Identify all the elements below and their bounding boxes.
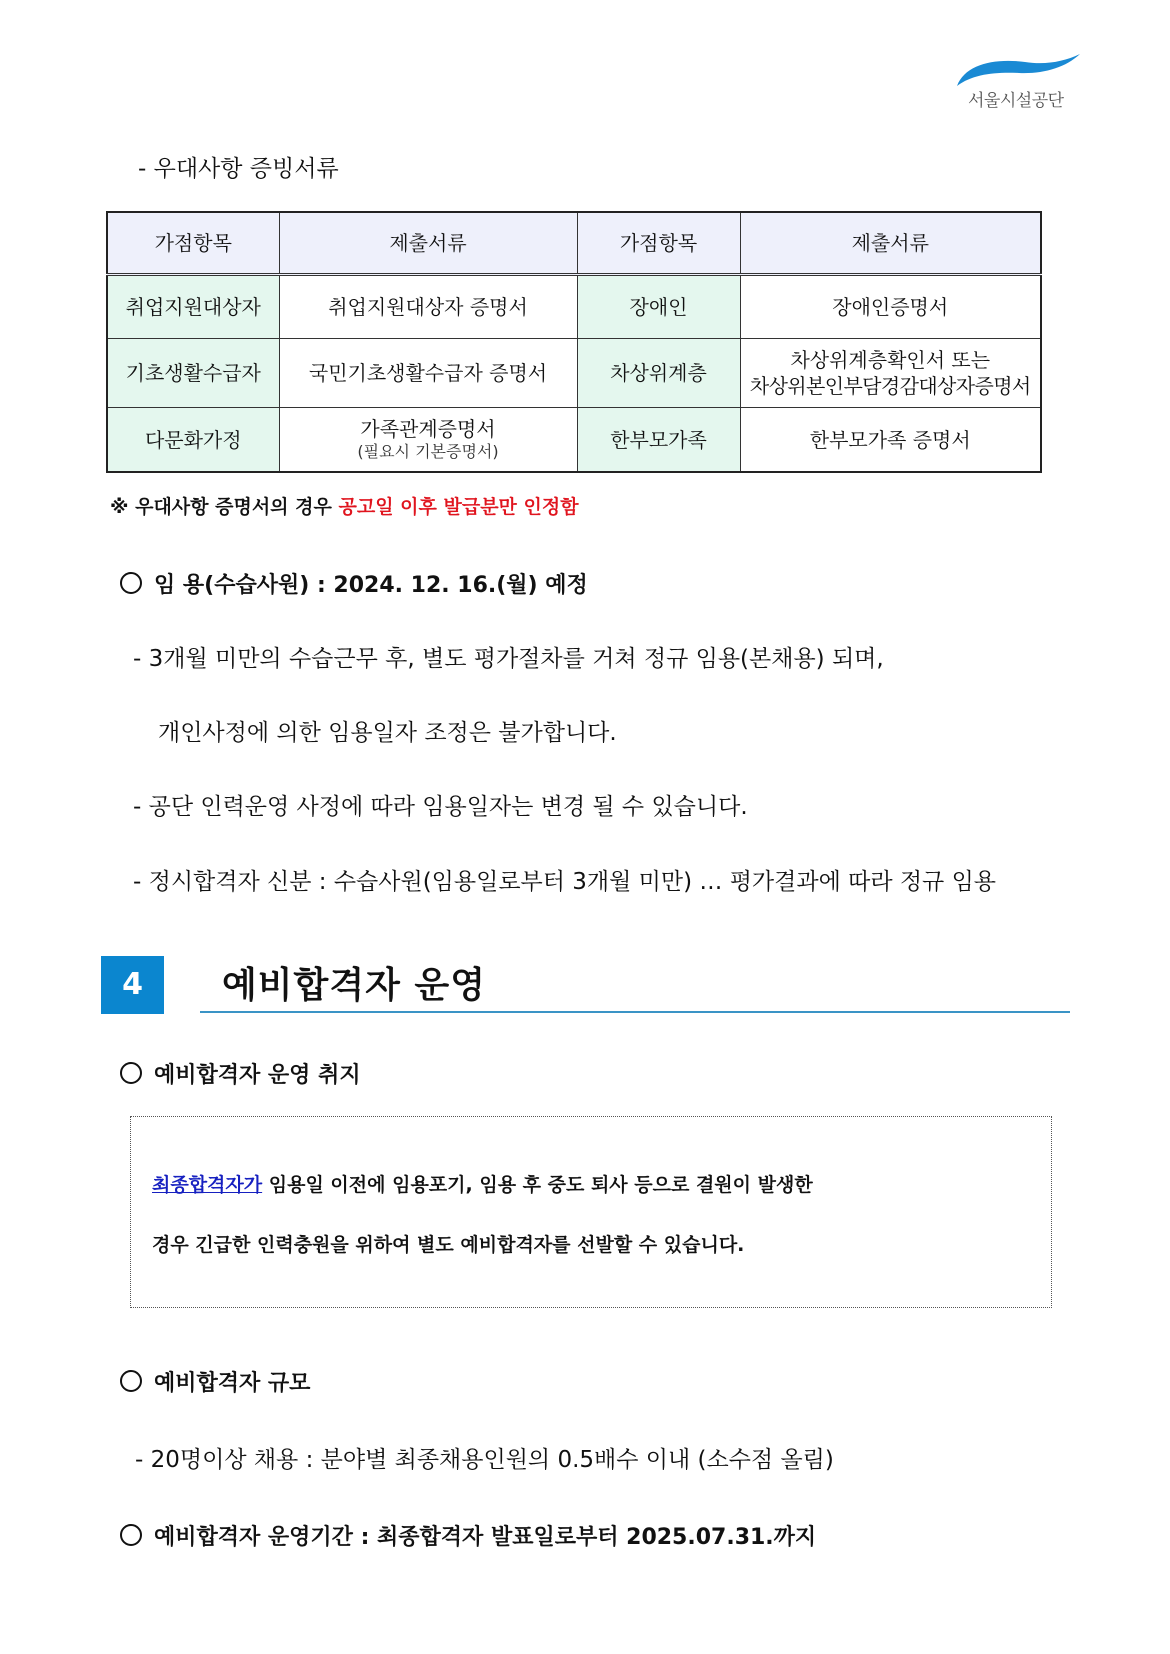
header-item: 가점항목 [107, 212, 279, 275]
appointment-heading-text: 임 용(수습사원) : 2024. 12. 16.(월) 예정 [154, 573, 588, 598]
section-number-badge: 4 [101, 956, 164, 1014]
bonus-item: 다문화가정 [107, 408, 279, 473]
period-heading [120, 1520, 816, 1551]
required-doc [279, 408, 577, 473]
bonus-item: 취업지원대상자 [107, 275, 279, 339]
required-doc: 취업지원대상자 증명서 [279, 275, 577, 339]
appointment-line: - 공단 인력운영 사정에 따라 임용일자는 변경 될 수 있습니다. [133, 794, 748, 820]
scale-heading-text: 예비합격자 규모 [154, 1371, 311, 1396]
required-doc: 장애인증명서 [740, 275, 1041, 339]
table-row [107, 408, 1041, 473]
section-title: 예비합격자 운영 [222, 965, 486, 1006]
table-row [107, 339, 1041, 408]
required-doc-sub: (필요시 기본증명서) [357, 442, 499, 462]
note-prefix: ※ 우대사항 증명서의 경우 [110, 496, 339, 518]
required-doc: 한부모가족 증명서 [740, 408, 1041, 473]
section-divider [200, 1011, 1070, 1013]
appointment-heading [120, 568, 588, 599]
seoul-facilities-logo [955, 52, 1085, 114]
final-passers-link[interactable]: 최종합격자가 [152, 1174, 263, 1196]
header-doc: 제출서류 [279, 212, 577, 275]
purpose-line: 경우 긴급한 인력충원을 위하여 별도 예비합격자를 선발할 수 있습니다. [152, 1234, 745, 1256]
purpose-line [152, 1170, 813, 1197]
required-doc-line: 차상위계층확인서 또는 [790, 348, 991, 372]
header-doc: 제출서류 [740, 212, 1041, 275]
required-doc-line: 가족관계증명서 [360, 417, 496, 442]
required-doc-line: 차상위본인부담경감대상자증명서 [749, 374, 1031, 398]
circle-bullet-icon [120, 572, 142, 594]
appointment-line: - 정시합격자 신분 : 수습사원(임용일로부터 3개월 미만) … 평가결과에 따라 정규 임용 [133, 869, 997, 895]
bonus-item: 기초생활수급자 [107, 339, 279, 408]
required-doc [740, 339, 1041, 408]
bonus-docs-table [106, 211, 1042, 473]
scale-line: - 20명이상 채용 : 분야별 최종채용인원의 0.5배수 이내 (소수점 올림) [135, 1447, 834, 1473]
circle-bullet-icon [120, 1062, 142, 1084]
note-highlight: 공고일 이후 발급분만 인정함 [338, 496, 579, 518]
table-header-row [107, 212, 1041, 275]
circle-bullet-icon [120, 1370, 142, 1392]
appointment-line: 개인사정에 의한 임용일자 조정은 불가합니다. [158, 720, 617, 746]
appointment-line: - 3개월 미만의 수습근무 후, 별도 평가절차를 거쳐 정규 임용(본채용) 되며, [133, 646, 884, 672]
bonus-item: 한부모가족 [577, 408, 740, 473]
bonus-item: 차상위계층 [577, 339, 740, 408]
bonus-item: 장애인 [577, 275, 740, 339]
required-doc: 국민기초생활수급자 증명서 [279, 339, 577, 408]
purpose-line-text: 임용일 이전에 임용포기, 임용 후 중도 퇴사 등으로 결원이 발생한 [262, 1174, 813, 1196]
header-item: 가점항목 [577, 212, 740, 275]
logo-text: 서울시설공단 [968, 91, 1064, 111]
table-row [107, 275, 1041, 339]
scale-heading [120, 1366, 310, 1397]
bonus-docs-title: - 우대사항 증빙서류 [138, 156, 339, 182]
certificate-note [110, 492, 579, 519]
purpose-box [130, 1116, 1052, 1308]
purpose-heading-text: 예비합격자 운영 취지 [154, 1063, 361, 1088]
circle-bullet-icon [120, 1524, 142, 1546]
purpose-heading [120, 1058, 361, 1089]
period-heading-text: 예비합격자 운영기간 : 최종합격자 발표일로부터 2025.07.31.까지 [154, 1525, 817, 1550]
